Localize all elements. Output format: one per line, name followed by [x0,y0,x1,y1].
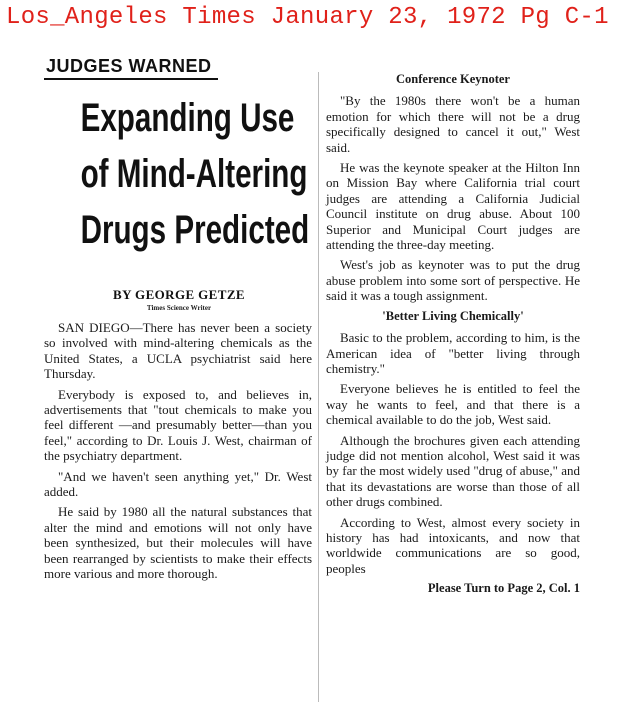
column-divider [318,72,319,702]
article-paragraph: Although the brochures given each attending judge did not mention alcohol, West said it was by far the most widely used "drug of abuse," and that its devastations are worse than those of all other drugs combined. [326,432,580,510]
article-column-left [44,320,312,587]
article-paragraph: "By the 1980s there won't be a human emotion for which there will not be a drug specifically designed to cancel it out," West said. [326,93,580,155]
article-paragraph: Basic to the problem, according to him, is the American idea of "better living through chemistry." [326,330,580,376]
article-paragraph: "And we haven't seen anything yet," Dr. West added. [44,468,312,500]
article-paragraph: Everyone believes he is entitled to feel the way he wants to feel, and that there is a chemical available to do the job, West said. [326,381,580,428]
continuation-line: Please Turn to Page 2, Col. 1 [427,581,580,596]
source-citation: Los_Angeles Times January 23, 1972 Pg C-1 [6,4,609,31]
subhead-conference-keynoter: Conference Keynoter [396,72,510,86]
article-paragraph: He was the keynote speaker at the Hilton Inn on Mission Bay where California trial court judges are attending a California Judicial Council institute on drug abuse. About 100 Superior and Municipal Court judges are attending the three-day meeting. [326,160,580,253]
article-paragraph: SAN DIEGO—There has never been a society so involved with mind-altering chemicals as the United States, a UCLA psychiatrist said here Thursday. [44,320,312,382]
article-column-right [326,72,580,597]
kicker-label: JUDGES WARNED [46,56,212,76]
article-paragraph: West's job as keynoter was to put the drug abuse problem into some sort of perspective. He said it was a tough assignment. [326,257,580,304]
headline-line-2: of Mind-Altering [80,152,308,196]
kicker-underline [44,78,218,80]
headline [46,90,312,258]
headline-line-3: Drugs Predicted [80,208,310,252]
byline: BY GEORGE GETZE [113,287,245,302]
headline-line-1: Expanding Use [80,96,295,140]
article-paragraph: He said by 1980 all the natural substances that alter the mind and emotions will not only have been synthesized, but their molecules will have been rearranged by scientists to make their effects more various and more thorough. [44,504,312,582]
article-paragraph: According to West, almost every society in history has had intoxicants, and now that worldwide communications are so good, peoples [326,514,580,576]
article-paragraph: Everybody is exposed to, and believes in, advertisements that "tout chemicals to make you feel different —and presumably better—than you feel," according to Dr. Louis J. West, chairman of the psychiatry department. [44,386,312,464]
subhead-better-living: 'Better Living Chemically' [382,308,524,323]
byline-credit: Times Science Writer [146,304,212,312]
